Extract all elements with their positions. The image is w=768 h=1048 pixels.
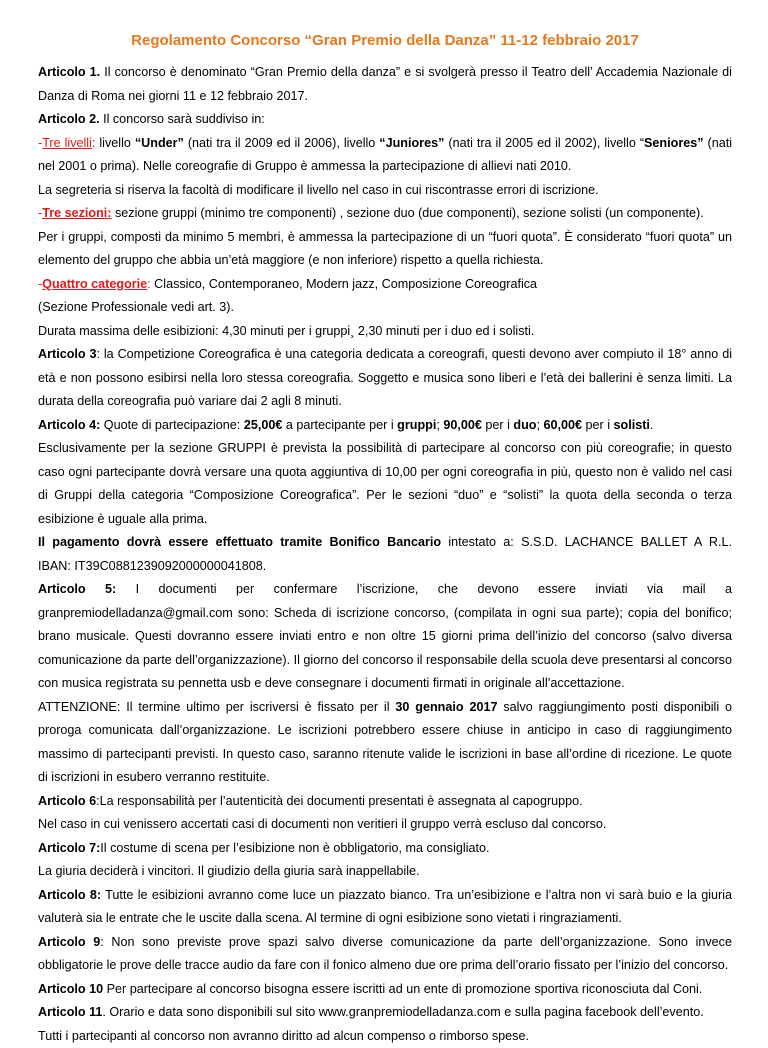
- levels-text-3: (nati tra il 2005 ed il 2002), livello “: [444, 136, 644, 150]
- compensation-note: Tutti i partecipanti al concorso non avranno diritto ad alcun compenso o rimborso spese.: [38, 1025, 732, 1048]
- levels-colon: :: [92, 136, 96, 150]
- article-2-text: Il concorso sarà suddiviso in:: [100, 112, 265, 126]
- level-under: “Under”: [135, 136, 184, 150]
- fee-duo: 90,00€: [443, 418, 482, 432]
- article-7-text: Il costume di scena per l’esibizione non è obbligatorio, ma consigliato.: [100, 841, 489, 855]
- levels-label: Tre livelli: [42, 136, 92, 150]
- payment-paragraph: [38, 531, 732, 555]
- payment-beneficiary: intestato a: S.S.D. LACHANCE BALLET A R.L.: [441, 535, 732, 549]
- article-9: [38, 931, 732, 978]
- article-4-text-3: ;: [436, 418, 443, 432]
- article-4-text-4: per i: [482, 418, 514, 432]
- article-10-label: Articolo 10: [38, 982, 103, 996]
- fee-duo-label: duo: [513, 418, 536, 432]
- fee-groups: 25,00€: [244, 418, 283, 432]
- levels-text-1: livello: [95, 136, 134, 150]
- article-1: [38, 61, 732, 108]
- article-4-label: Articolo 4:: [38, 418, 100, 432]
- article-1-text: Il concorso è denominato “Gran Premio della danza” e si svolgerà presso il Teatro dell’ Accademia Nazionale di Danza di Roma nei giorni 11 e 12 febbraio 2017.: [38, 65, 732, 103]
- article-6-label: Articolo 6: [38, 794, 96, 808]
- sections-dash: -: [38, 206, 42, 220]
- article-11: [38, 1001, 732, 1025]
- article-8-text: Tutte le esibizioni avranno come luce un piazzato bianco. Tra un’esibizione e l’altra non vi sarà buio e la giuria valuterà sia le entrate che le uscite dalla scena. Al termine di ogni esibizione sono vietati i ringraziamenti.: [38, 888, 732, 926]
- regulation-document: [38, 32, 732, 1048]
- article-7: [38, 837, 732, 861]
- attention-paragraph: [38, 696, 732, 790]
- article-6-text: :La responsabilità per l’autenticità dei documenti presentati è assegnata al capogruppo.: [96, 794, 583, 808]
- level-seniores: Seniores”: [644, 136, 704, 150]
- categories-dash: -: [38, 277, 42, 291]
- article-5-rest: granpremiodelladanza@gmail.com sono: Scheda di iscrizione concorso, (compilata in ogni sua parte); copia del bonifico; brano musicale. Questi dovranno essere inviati entro e non oltre 15 giorni prima dell’inizio del concorso (salvo diversa comunicazione da parte dell’organizzazione). Il giorno del concorso il responsabile della scuola deve presentarsi al concorso con musica registrata su pennetta usb e deve consegnare i documenti firmati in originale all’accettazione.: [38, 602, 732, 696]
- categories-colon: :: [147, 277, 151, 291]
- levels-paragraph: [38, 132, 732, 179]
- duration-note: Durata massima delle esibizioni: 4,30 minuti per i gruppi¸ 2,30 minuti per i duo ed i solisti.: [38, 320, 732, 344]
- categories-label: Quattro categorie: [42, 277, 147, 291]
- sections-text: sezione gruppi (minimo tre componenti) , sezione duo (due componenti), sezione solisti (un componente).: [112, 206, 704, 220]
- article-5-label: Articolo 5:: [38, 582, 116, 596]
- article-10: [38, 978, 732, 1002]
- secretariat-note: La segreteria si riserva la facoltà di modificare il livello nel caso in cui riscontrasse errori di iscrizione.: [38, 179, 732, 203]
- article-2: [38, 108, 732, 132]
- jury-note: La giuria deciderà i vincitori. Il giudizio della giuria sarà inappellabile.: [38, 860, 732, 884]
- attention-text-2: salvo raggiungimento posti disponibili o proroga comunicata dall’organizzazione. Le iscrizioni potrebbero essere chiuse in anticipo in caso di raggiungimento massimo di partecipanti previsti. In questo caso, saranno ritenute valide le iscrizioni in base all’ordine di ricezione. Le quote di iscrizioni in esubero verranno restituite.: [38, 700, 732, 785]
- levels-dash: -: [38, 136, 42, 150]
- level-juniores: “Juniores”: [379, 136, 444, 150]
- false-documents-note: Nel caso in cui venissero accertati casi di documenti non veritieri il gruppo verrà escluso dal concorso.: [38, 813, 732, 837]
- attention-text-1: ATTENZIONE: Il termine ultimo per iscriversi è fissato per il: [38, 700, 395, 714]
- levels-text-4: (nati nel 2001 o prima). Nelle coreografie di Gruppo è ammessa la partecipazione di allievi nati 2010.: [38, 136, 732, 174]
- levels-text-2: (nati tra il 2009 ed il 2006), livello: [184, 136, 379, 150]
- professional-note: (Sezione Professionale vedi art. 3).: [38, 296, 732, 320]
- article-8: [38, 884, 732, 931]
- article-9-text: : Non sono previste prove spazi salvo diverse comunicazione da parte dell’organizzazione. Sono invece obbligatorie le prove delle tracce audio da fare con il fonico almeno due ore prima dell’orario fissato per l’inizio del concorso.: [38, 935, 732, 973]
- article-2-label: Articolo 2.: [38, 112, 100, 126]
- article-4-text-1: Quote di partecipazione:: [100, 418, 244, 432]
- sections-label: Tre sezioni:: [42, 206, 111, 220]
- article-11-label: Articolo 11: [38, 1005, 102, 1019]
- article-8-label: Articolo 8:: [38, 888, 101, 902]
- payment-method: Il pagamento dovrà essere effettuato tramite Bonifico Bancario: [38, 535, 441, 549]
- deadline-date: 30 gennaio 2017: [395, 700, 497, 714]
- article-10-text: Per partecipare al concorso bisogna essere iscritti ad un ente di promozione sportiva riconosciuta dal Coni.: [103, 982, 702, 996]
- article-4-text-7: .: [650, 418, 654, 432]
- article-5-text: I documenti per confermare l’iscrizione, che devono essere inviati via mail a: [116, 582, 732, 596]
- article-4: [38, 414, 732, 438]
- categories-text: Classico, Contemporaneo, Modern jazz, Composizione Coreografica: [151, 277, 537, 291]
- article-4-text-6: per i: [582, 418, 614, 432]
- article-7-label: Articolo 7:: [38, 841, 100, 855]
- categories-paragraph: [38, 273, 732, 297]
- article-4-text-5: ;: [536, 418, 543, 432]
- article-3: [38, 343, 732, 414]
- document-title: Regolamento Concorso “Gran Premio della Danza” 11-12 febbraio 2017: [38, 32, 732, 50]
- fee-groups-label: gruppi: [397, 418, 436, 432]
- fee-solo: 60,00€: [543, 418, 582, 432]
- article-6: [38, 790, 732, 814]
- sections-paragraph: [38, 202, 732, 226]
- article-9-label: Articolo 9: [38, 935, 100, 949]
- article-4-text-2: a partecipante per i: [282, 418, 397, 432]
- groups-multi-choreo: Esclusivamente per la sezione GRUPPI è prevista la possibilità di partecipare al concorso con più coreografie; in questo caso ogni partecipante dovrà versare una quota aggiuntiva di 10,00 per ogni coreografia in più, questo non è valido nel casi di Gruppi della categoria “Composizione Coreografica”. Per le sezioni “duo” e “solisti” la quota della seconda o terza esibizione è uguale alla prima.: [38, 437, 732, 531]
- article-3-label: Articolo 3: [38, 347, 96, 361]
- article-5-line: [38, 578, 732, 602]
- article-3-text: : la Competizione Coreografica è una categoria dedicata a coreografi, questi devono aver compiuto il 18° anno di età e non possono esibirsi nella loro stessa coreografia. Soggetto e musica sono liberi e l’età dei ballerini è senza limiti. La durata della coreografia può variare dai 2 agli 8 minuti.: [38, 347, 732, 408]
- fee-solo-label: solisti: [614, 418, 650, 432]
- groups-paragraph: Per i gruppi, composti da minimo 5 membri, è ammessa la partecipazione di un “fuori quota”. È considerato “fuori quota” un elemento del gruppo che abbia un’età maggiore (e non inferiore) rispetto a quella richiesta.: [38, 226, 732, 273]
- article-11-text: . Orario e data sono disponibili sul sito www.granpremiodelladanza.com e sulla pagina facebook dell’evento.: [102, 1005, 703, 1019]
- article-1-label: Articolo 1.: [38, 65, 100, 79]
- iban: IBAN: IT39C0881239092000000041808.: [38, 555, 732, 579]
